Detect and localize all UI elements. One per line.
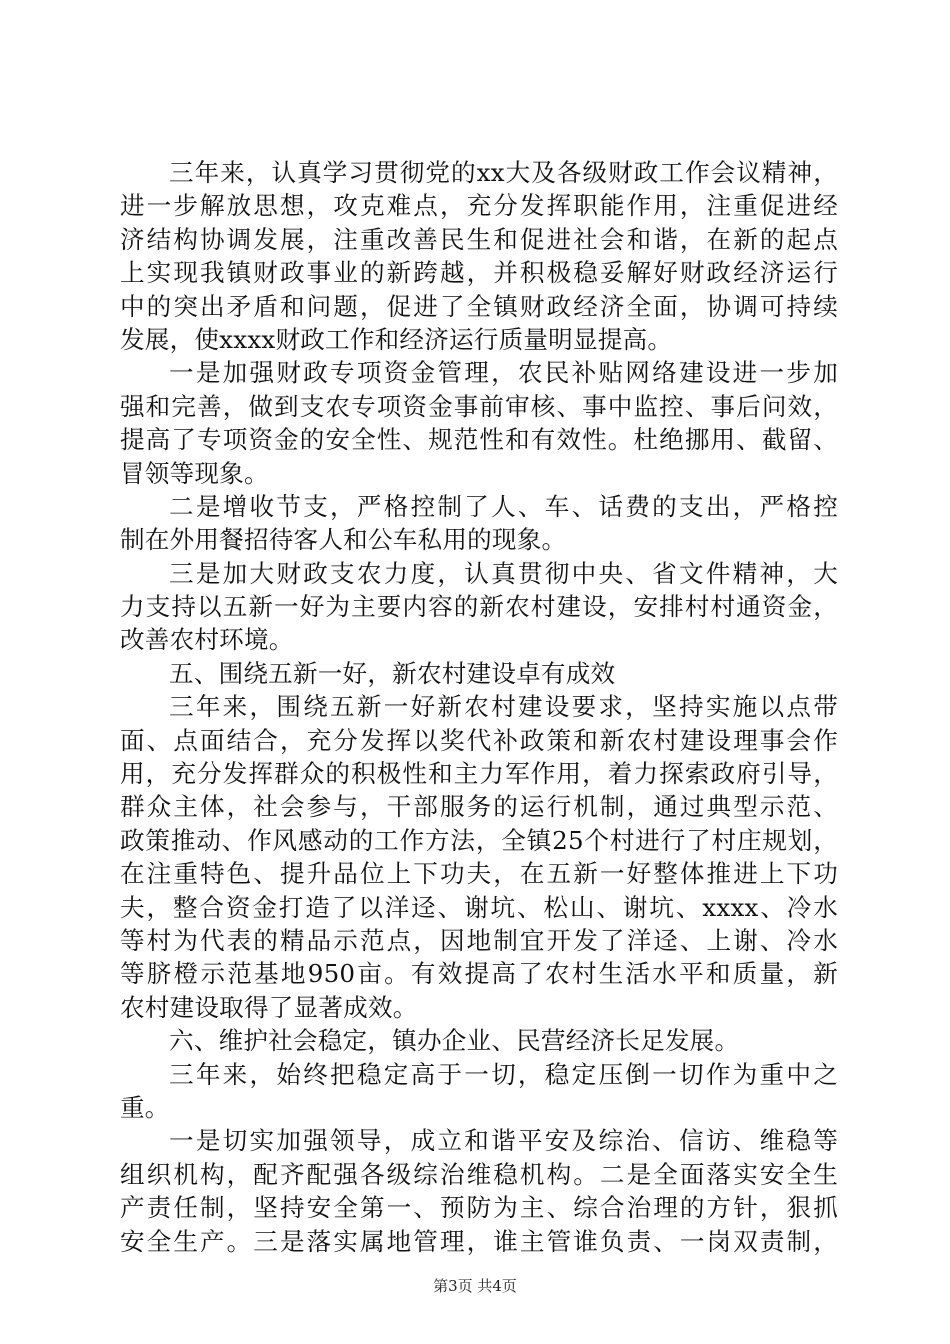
- text-line: 强和完善，做到支农专项资金事前审核、事中监控、事后问效，: [120, 391, 838, 421]
- text-line: 二是增收节支，严格控制了人、车、话费的支出，严格控: [169, 491, 838, 521]
- text-line: 安全生产。三是落实属地管理，谁主管谁负责、一岗双责制，: [120, 1226, 838, 1256]
- text-line: 在注重特色、提升品位上下功夫，在五新一好整体推进上下功: [120, 859, 838, 889]
- page-footer: 第3页 共4页: [433, 1277, 517, 1295]
- text-line: 一是加强财政专项资金管理，农民补贴网络建设进一步加: [169, 358, 838, 388]
- text-line: 冒领等现象。: [120, 458, 269, 488]
- text-line: 力支持以五新一好为主要内容的新农村建设，安排村村通资金，: [120, 592, 838, 622]
- text-line: 三年来，始终把稳定高于一切，稳定压倒一切作为重中之: [169, 1059, 838, 1089]
- text-line: 用，充分发挥群众的积极性和主力军作用，着力探索政府引导，: [120, 759, 838, 789]
- text-line: 政策推动、作风感动的工作方法，全镇25个村进行了村庄规划，: [120, 825, 838, 855]
- text-line: 提高了专项资金的安全性、规范性和有效性。杜绝挪用、截留、: [120, 425, 838, 455]
- text-line: 夫，整合资金打造了以洋迳、谢坑、松山、谢坑、xxxx、冷水: [120, 892, 838, 922]
- text-line: 三年来，围绕五新一好新农村建设要求，坚持实施以点带: [169, 692, 838, 722]
- text-line: 发展，使xxxx财政工作和经济运行质量明显提高。: [120, 324, 673, 354]
- text-line: 群众主体，社会参与，干部服务的运行机制，通过典型示范、: [120, 792, 838, 822]
- text-line: 产责任制，坚持安全第一、预防为主、综合治理的方针，狠抓: [120, 1193, 838, 1223]
- text-line: 面、点面结合，充分发挥以奖代补政策和新农村建设理事会作: [120, 725, 838, 755]
- text-line: 三年来，认真学习贯彻党的xx大及各级财政工作会议精神，: [169, 158, 838, 187]
- text-line: 济结构协调发展，注重改善民生和促进社会和谐，在新的起点: [120, 224, 838, 254]
- text-line: 改善农村环境。: [120, 625, 294, 655]
- text-line: 等村为代表的精品示范点，因地制宜开发了洋迳、上谢、冷水: [120, 925, 838, 955]
- text-line: 制在外用餐招待客人和公车私用的现象。: [120, 525, 567, 555]
- text-line: 等脐橙示范基地950亩。有效提高了农村生活水平和质量，新: [120, 959, 838, 989]
- text-line: 六、维护社会稳定，镇办企业、民营经济长足发展。: [169, 1026, 740, 1056]
- text-line: 上实现我镇财政事业的新跨越，并积极稳妥解好财政经济运行: [120, 258, 838, 288]
- text-line: 一是切实加强领导，成立和谐平安及综治、信访、维稳等: [169, 1126, 838, 1156]
- text-line: 中的突出矛盾和问题，促进了全镇财政经济全面，协调可持续: [120, 291, 838, 321]
- text-line: 组织机构，配齐配强各级综治维稳机构。二是全面落实安全生: [120, 1159, 838, 1189]
- text-line: 三是加大财政支农力度，认真贯彻中央、省文件精神，大: [169, 558, 838, 588]
- text-line: 重。: [120, 1092, 170, 1122]
- text-line: 农村建设取得了显著成效。: [120, 992, 418, 1022]
- text-line: 进一步解放思想，攻克难点，充分发挥职能作用，注重促进经: [120, 191, 838, 221]
- text-line: 五、围绕五新一好，新农村建设卓有成效: [169, 658, 616, 688]
- document-body: [120, 156, 838, 1258]
